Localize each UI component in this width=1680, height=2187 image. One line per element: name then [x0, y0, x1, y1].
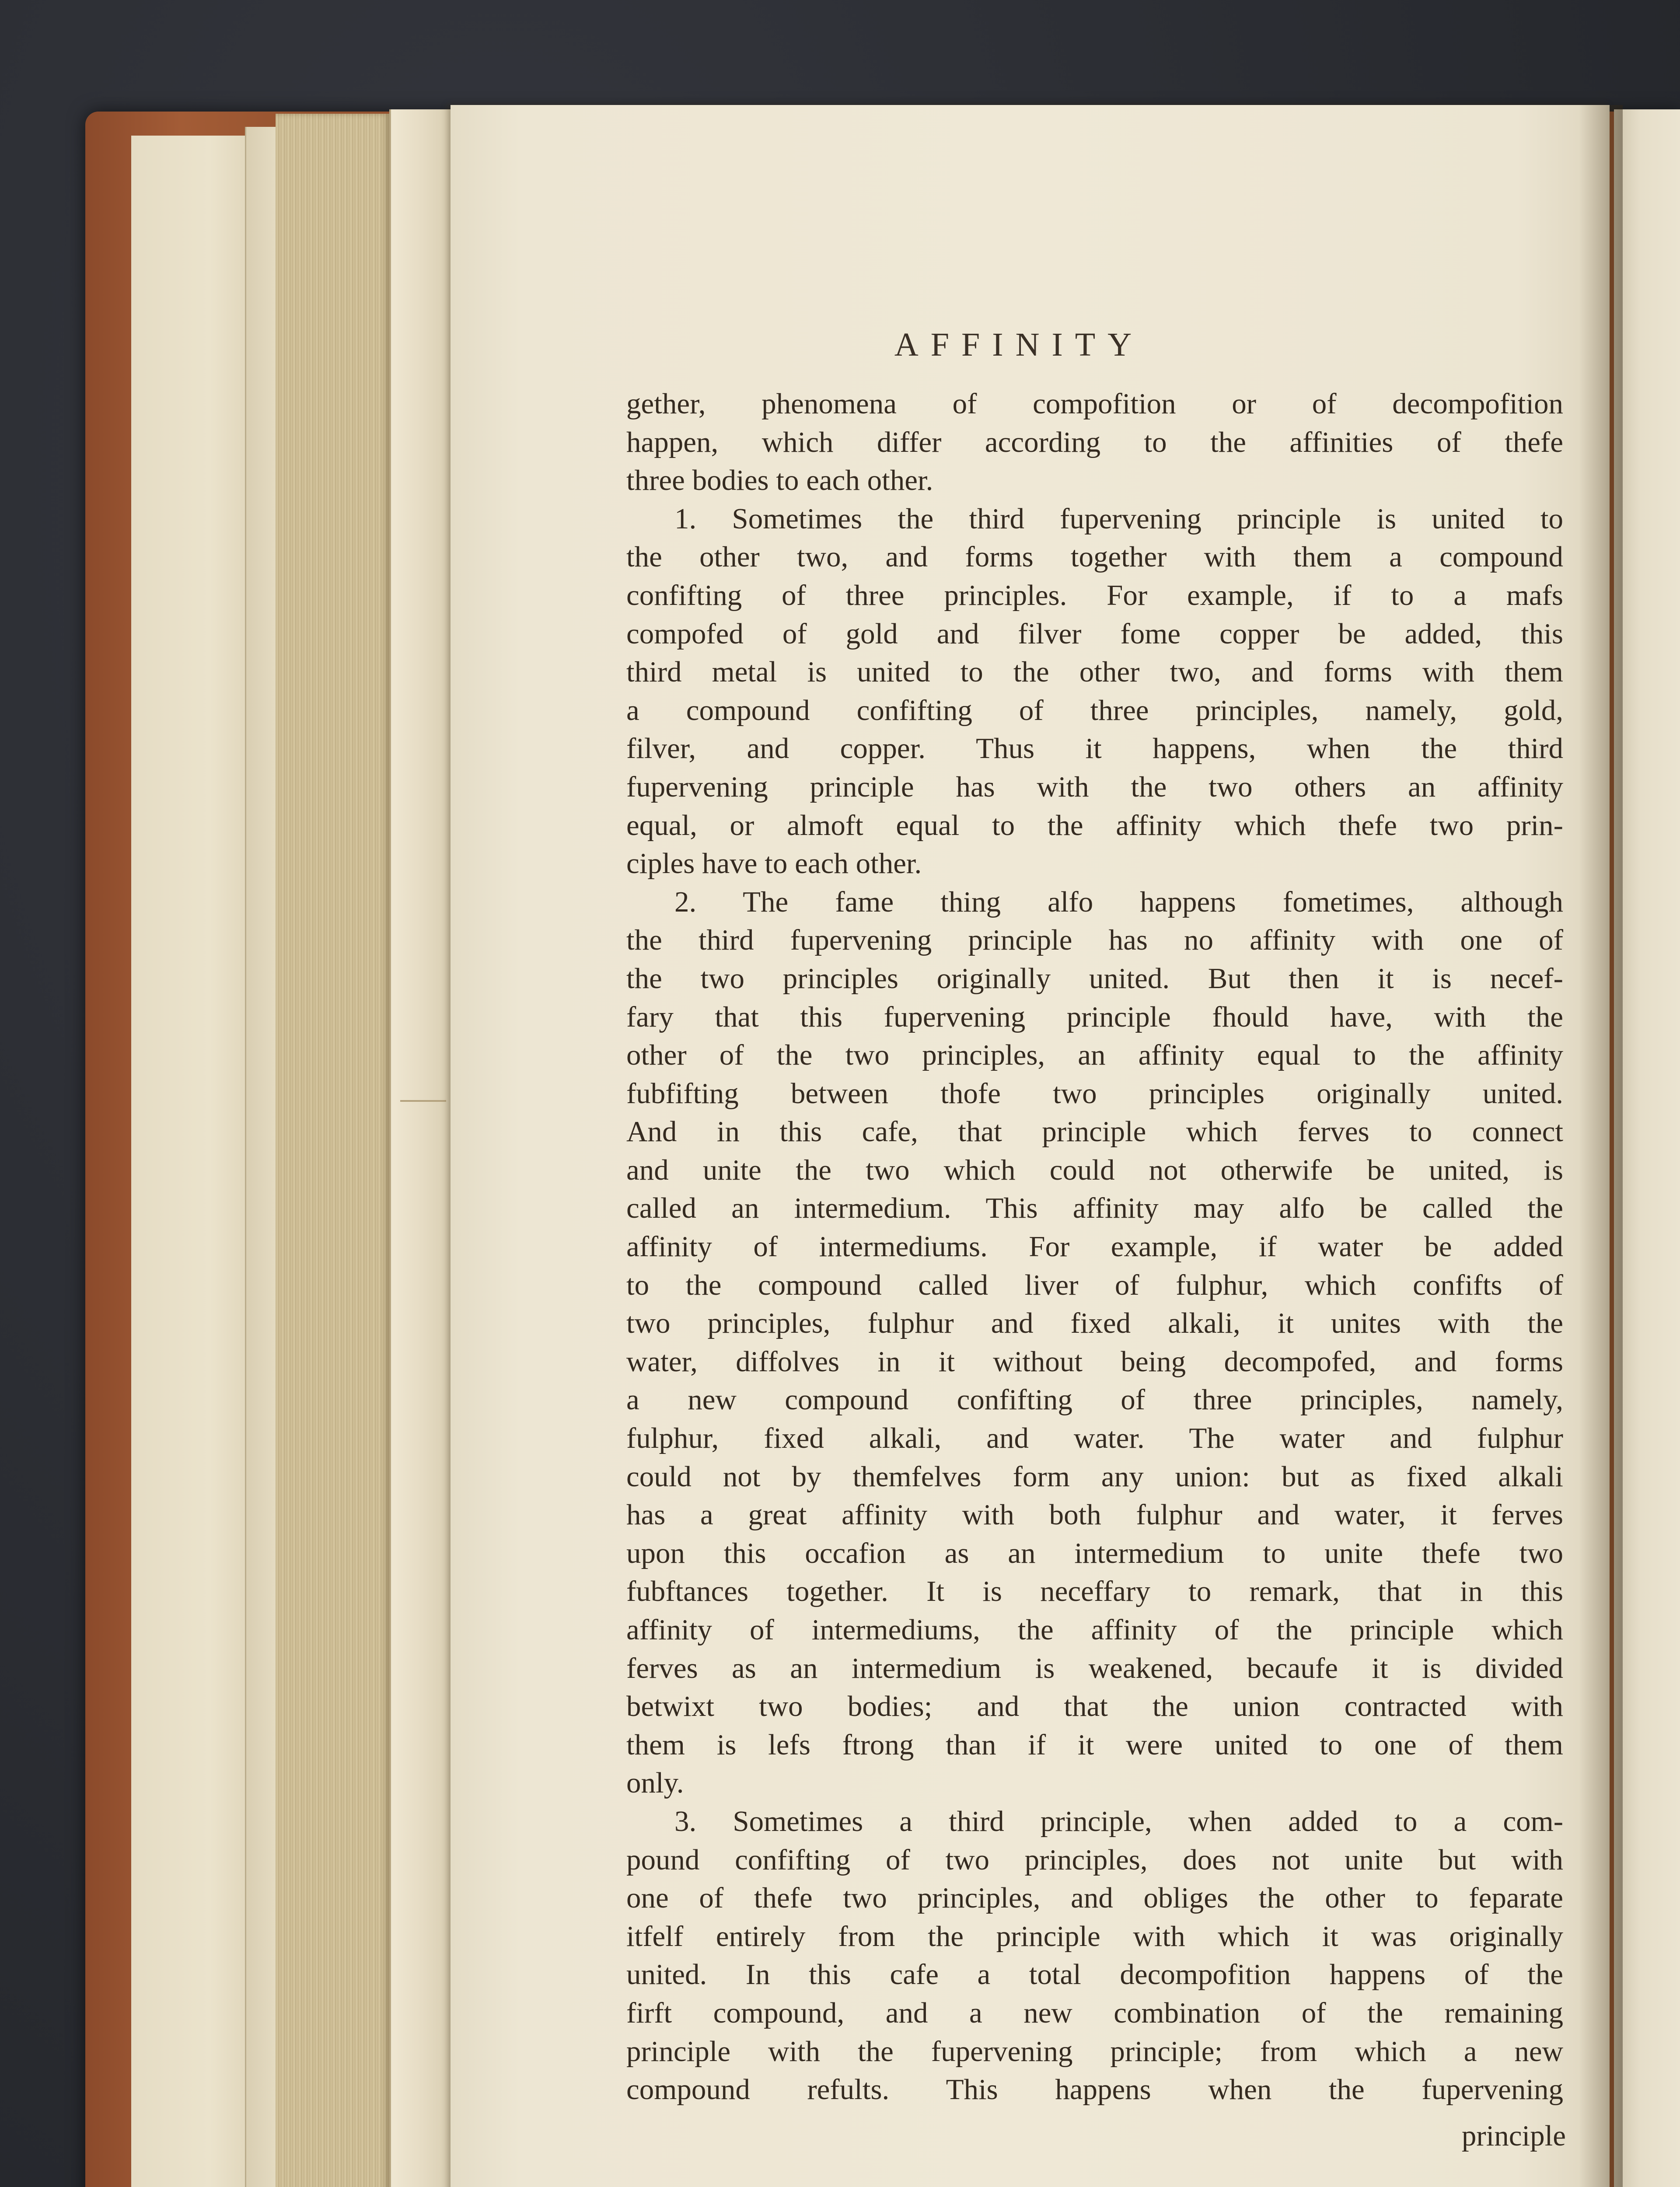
- text-line: the two principles originally united. But then it is necef-: [626, 962, 1563, 995]
- text-line: fubfifting between thofe two principles originally united.: [626, 1077, 1563, 1110]
- running-head: AFFINITY: [894, 326, 1144, 363]
- text-line: fulphur, fixed alkali, and water. The water and fulphur: [626, 1422, 1563, 1455]
- leaf-crease: [400, 1100, 446, 1102]
- text-line: two principles, fulphur and fixed alkali, it unites with the: [626, 1307, 1563, 1340]
- text-line: other of the two principles, an affinity equal to the affinity: [626, 1039, 1563, 1072]
- flyleaf: [131, 136, 262, 2187]
- text-line: fary that this fupervening principle fhould have, with the: [626, 1000, 1563, 1033]
- text-line: the third fupervening principle has no affinity with one of: [626, 924, 1563, 957]
- text-line: and unite the two which could not otherwife be united, is: [626, 1153, 1563, 1186]
- text-line: filver, and copper. Thus it happens, when the third: [626, 732, 1563, 765]
- text-line: 3. Sometimes a third principle, when added to a com-: [674, 1805, 1563, 1838]
- text-line: confifting of three principles. For example, if to a mafs: [626, 579, 1563, 611]
- text-line: fupervening principle has with the two others an affinity: [626, 770, 1563, 803]
- text-line: water, diffolves in it without being decompofed, and forms: [626, 1345, 1563, 1378]
- text-line: united. In this cafe a total decompofition happens of the: [626, 1958, 1563, 1991]
- text-line: compofed of gold and filver fome copper be added, this: [626, 617, 1563, 650]
- text-line: And in this cafe, that principle which ferves to connect: [626, 1115, 1563, 1148]
- text-line: gether, phenomena of compofition or of decompofition: [626, 388, 1563, 420]
- text-line: happen, which differ according to the affinities of thefe: [626, 426, 1563, 458]
- text-line: fubftances together. It is neceffary to remark, that in this: [626, 1575, 1563, 1608]
- text-line: a compound confifting of three principles, namely, gold,: [626, 694, 1563, 727]
- text-line: itfelf entirely from the principle with which it was originally: [626, 1920, 1563, 1953]
- text-line: three bodies to each other.: [626, 464, 933, 497]
- text-line: the other two, and forms together with them a compound: [626, 541, 1563, 573]
- text-line: upon this occafion as an intermedium to unite thefe two: [626, 1537, 1563, 1569]
- text-line: betwixt two bodies; and that the union contracted with: [626, 1690, 1563, 1723]
- text-line: only.: [626, 1767, 684, 1799]
- text-line: affinity of intermediums, the affinity of the principle which: [626, 1614, 1563, 1646]
- turned-leaves: [389, 109, 452, 2187]
- text-line: compound refults. This happens when the fupervening: [626, 2073, 1563, 2106]
- text-line: has a great affinity with both fulphur and water, it ferves: [626, 1499, 1563, 1531]
- text-line: them is lefs ftrong than if it were united to one of them: [626, 1728, 1563, 1761]
- text-line: 2. The fame thing alfo happens fometimes, although: [674, 885, 1563, 918]
- text-line: third metal is united to the other two, and forms with them: [626, 656, 1563, 688]
- text-line: ciples have to each other.: [626, 847, 922, 880]
- text-line: firft compound, and a new combination of the remaining: [626, 1996, 1563, 2029]
- text-line: called an intermedium. This affinity may alfo be called the: [626, 1192, 1563, 1225]
- text-line: pound confifting of two principles, does not unite but with: [626, 1843, 1563, 1876]
- facing-page-edge: [1614, 109, 1680, 2187]
- text-line: ferves as an intermedium is weakened, becaufe it is divided: [626, 1652, 1563, 1684]
- text-line: could not by themfelves form any union: but as fixed alkali: [626, 1460, 1563, 1493]
- text-line: 1. Sometimes the third fupervening principle is united to: [674, 502, 1563, 535]
- catchword: principle: [1461, 2120, 1566, 2152]
- text-line: principle with the fupervening principle; from which a new: [626, 2035, 1563, 2068]
- page-edges-stack: [276, 114, 389, 2187]
- text-line: equal, or almoft equal to the affinity which thefe two prin-: [626, 809, 1563, 842]
- gutter-shadow: [1579, 105, 1623, 2187]
- text-line: a new compound confifting of three principles, namely,: [626, 1383, 1563, 1416]
- body-text: [626, 385, 1563, 2109]
- text-line: to the compound called liver of fulphur, which confifts of: [626, 1268, 1563, 1301]
- text-line: affinity of intermediums. For example, if water be added: [626, 1230, 1563, 1263]
- text-line: one of thefe two principles, and obliges the other to feparate: [626, 1882, 1563, 1914]
